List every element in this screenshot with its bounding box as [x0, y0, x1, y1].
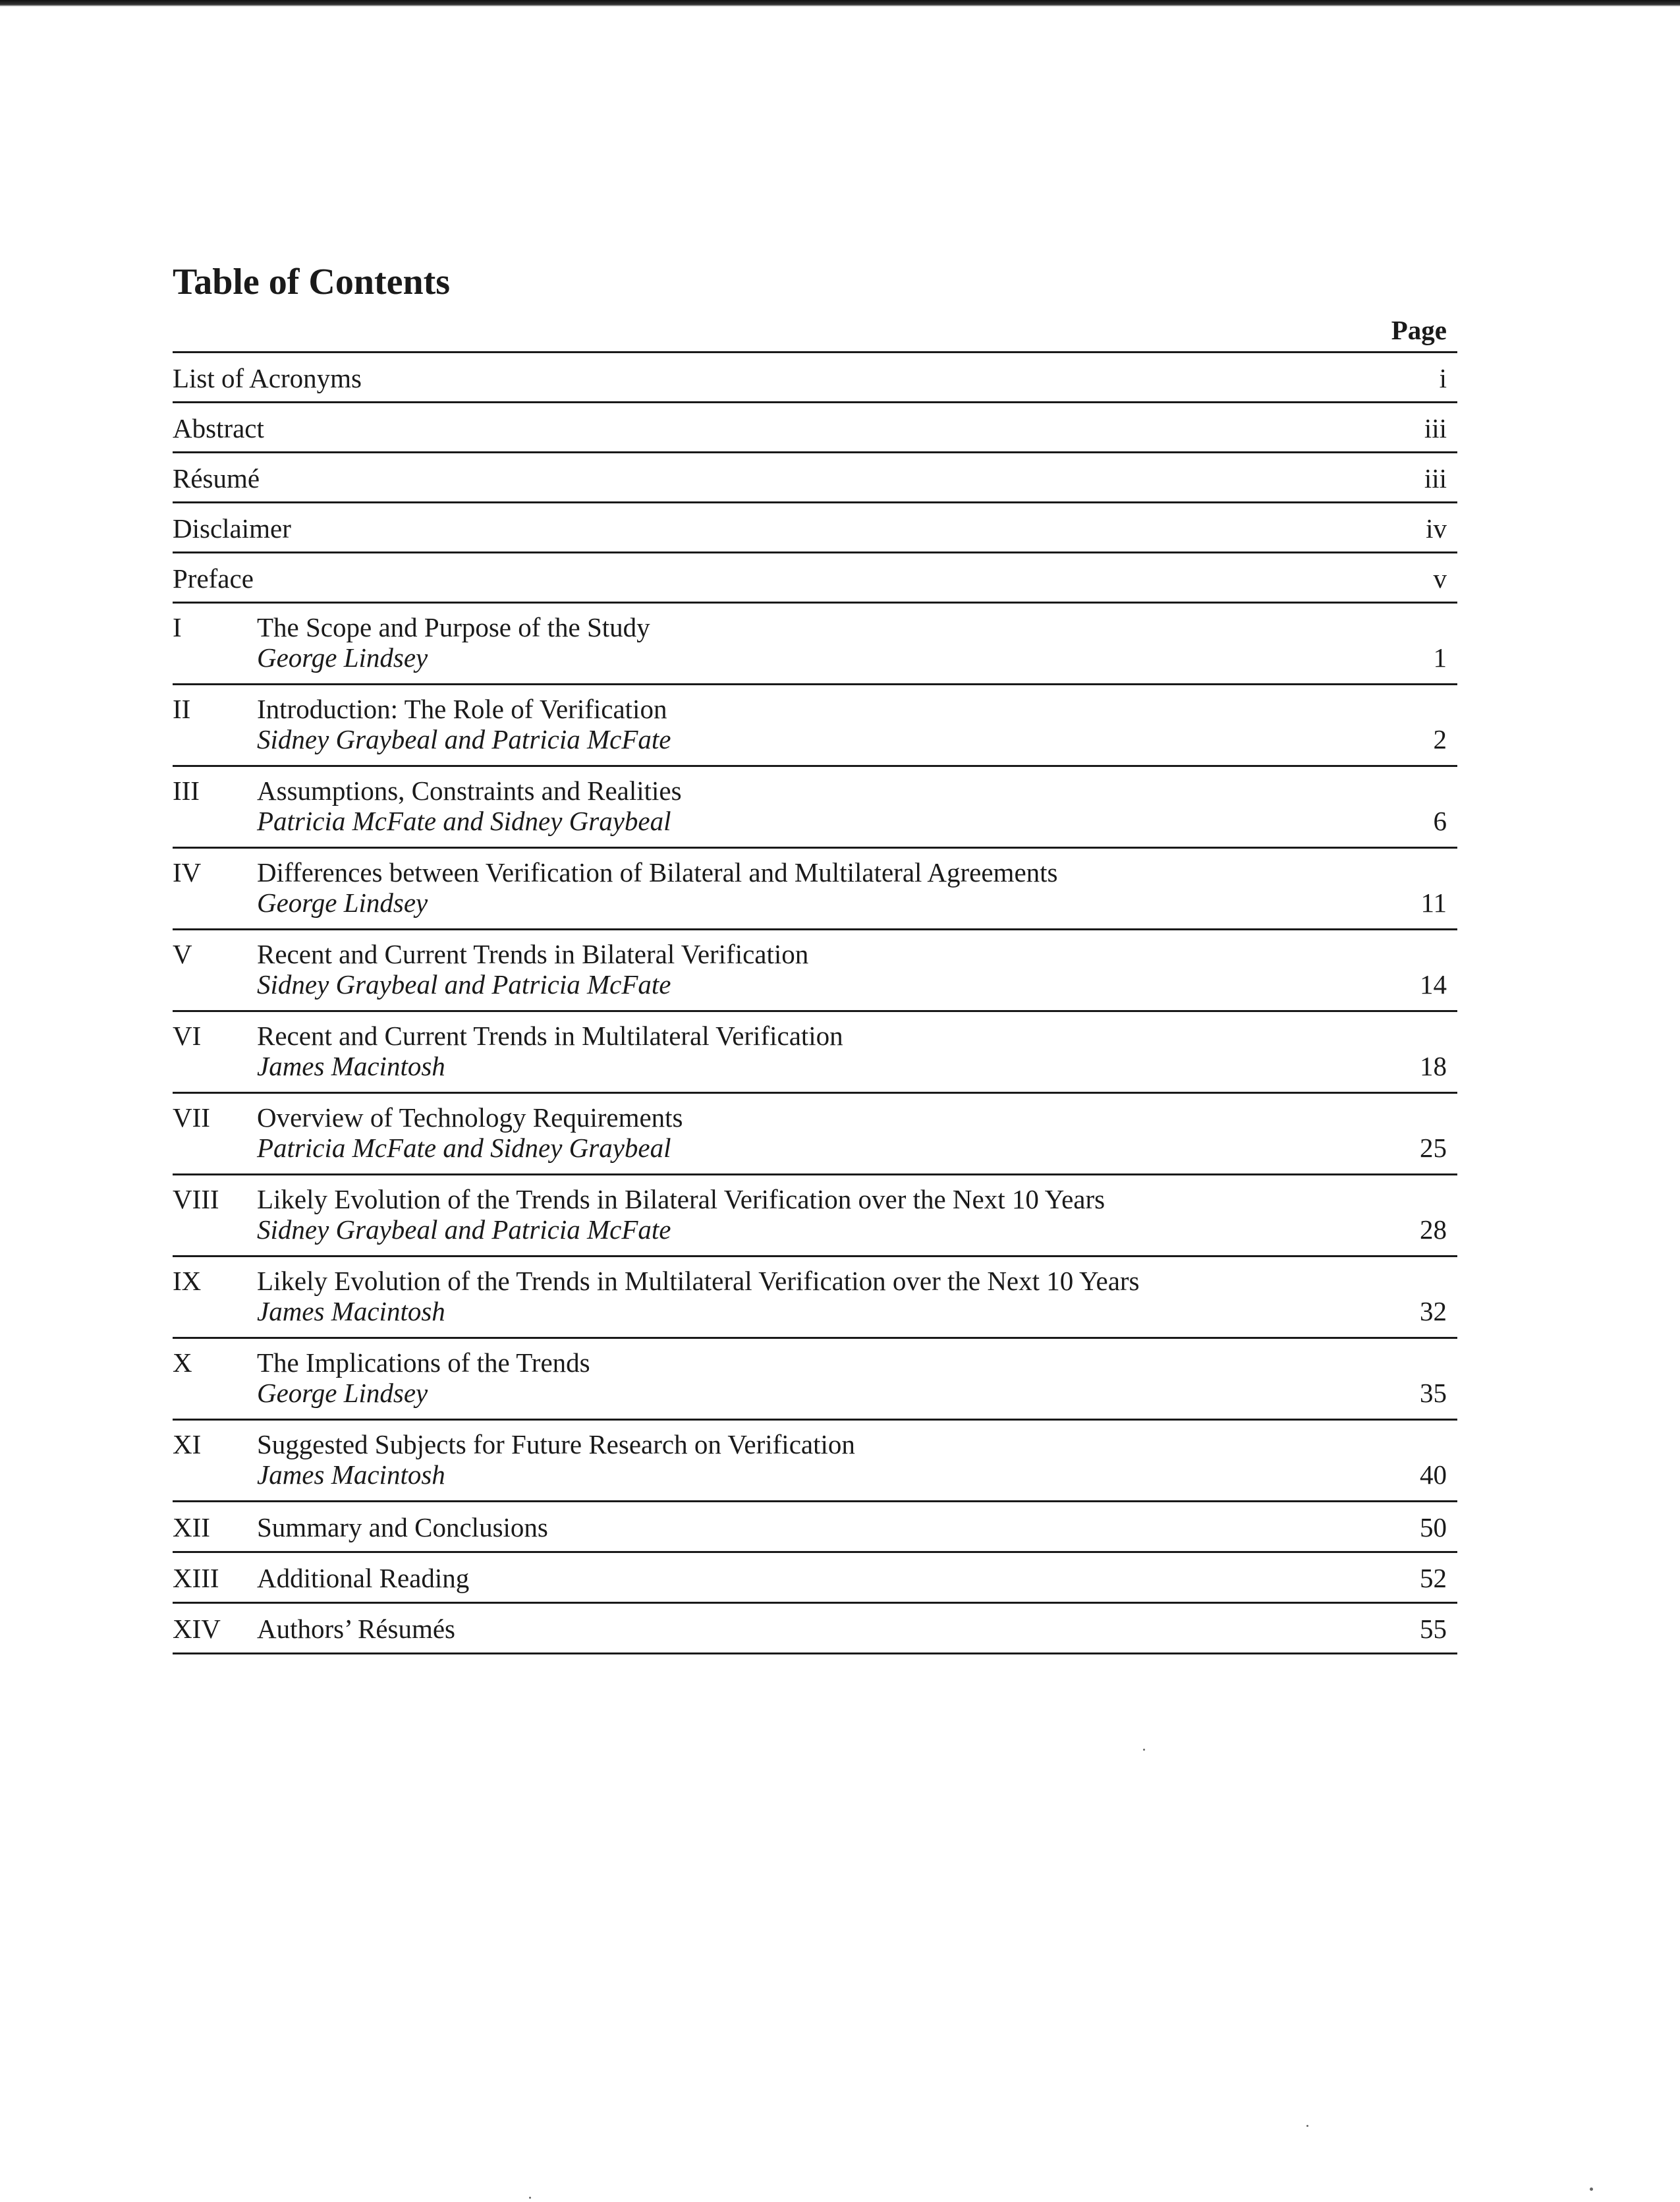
chapter-page: 50 [1420, 1512, 1447, 1542]
chapter-number: XI [173, 1429, 202, 1459]
chapter-number: XIII [173, 1563, 219, 1593]
scan-speck [1306, 2125, 1308, 2127]
chapter-author: Patricia McFate and Sidney Graybeal [257, 806, 671, 836]
chapter-page: 6 [1433, 806, 1447, 836]
chapter-page: 35 [1420, 1378, 1447, 1408]
chapter-author: James Macintosh [257, 1051, 445, 1081]
page-column-label: Page [173, 310, 1457, 353]
chapter-page: 52 [1420, 1563, 1447, 1593]
chapter-title: Introduction: The Role of Verification [257, 694, 667, 724]
chapter-title: Assumptions, Constraints and Realities [257, 776, 682, 806]
entry-title: List of Acronyms [173, 363, 362, 393]
entry-page: v [1433, 563, 1447, 594]
chapter-title: The Scope and Purpose of the Study [257, 612, 650, 642]
toc-chapter-v[interactable] [173, 930, 1457, 1012]
chapter-number: XIV [173, 1614, 221, 1644]
toc-chapter-xi[interactable] [173, 1421, 1457, 1502]
chapter-title: Overview of Technology Requirements [257, 1102, 683, 1133]
chapter-number: VII [173, 1102, 210, 1133]
chapter-author: George Lindsey [257, 642, 428, 673]
chapter-page: 32 [1420, 1296, 1447, 1326]
toc-chapter-ii[interactable] [173, 685, 1457, 767]
chapter-page: 11 [1420, 888, 1447, 918]
chapter-author: James Macintosh [257, 1296, 445, 1326]
entry-title: Preface [173, 563, 254, 594]
scan-speck [529, 2197, 531, 2199]
chapter-number: III [173, 776, 200, 806]
toc-chapter-x[interactable] [173, 1339, 1457, 1421]
toc-chapter-i[interactable] [173, 604, 1457, 685]
chapter-title: Suggested Subjects for Future Research on Verification [257, 1429, 855, 1459]
chapter-number: IV [173, 857, 202, 888]
chapter-author: James Macintosh [257, 1459, 445, 1490]
chapter-author: Sidney Graybeal and Patricia McFate [257, 724, 671, 754]
chapter-number: IX [173, 1266, 202, 1296]
toc-chapter-vii[interactable] [173, 1094, 1457, 1175]
toc-entry-preface[interactable] [173, 553, 1457, 604]
chapter-author: Patricia McFate and Sidney Graybeal [257, 1133, 671, 1163]
chapter-number: X [173, 1347, 192, 1378]
entry-page: iii [1424, 463, 1447, 494]
chapter-title: Additional Reading [257, 1563, 470, 1593]
chapter-list [173, 604, 1457, 1654]
chapter-title: Recent and Current Trends in Bilateral Verification [257, 939, 809, 969]
chapter-number: VIII [173, 1184, 219, 1214]
chapter-page: 40 [1420, 1459, 1447, 1490]
chapter-number: II [173, 694, 191, 724]
toc-chapter-ix[interactable] [173, 1257, 1457, 1339]
chapter-page: 14 [1420, 969, 1447, 1000]
chapter-title: Recent and Current Trends in Multilateral Verification [257, 1021, 843, 1051]
entry-title: Résumé [173, 463, 260, 494]
chapter-title: Likely Evolution of the Trends in Bilateral Verification over the Next 10 Years [257, 1184, 1106, 1214]
entry-page: i [1439, 363, 1447, 393]
toc-chapter-vi[interactable] [173, 1012, 1457, 1094]
toc-chapter-iv[interactable] [173, 849, 1457, 930]
toc-chapter-xiv[interactable] [173, 1604, 1457, 1654]
chapter-number: I [173, 612, 182, 642]
chapter-author: George Lindsey [257, 1378, 428, 1408]
chapter-page: 1 [1433, 642, 1447, 673]
chapter-title: The Implications of the Trends [257, 1347, 590, 1378]
chapter-number: XII [173, 1512, 210, 1542]
page-title: Table of Contents [173, 262, 451, 302]
chapter-title: Differences between Verification of Bilateral and Multilateral Agreements [257, 857, 1058, 888]
toc-chapter-xii[interactable] [173, 1502, 1457, 1553]
toc-chapter-xiii[interactable] [173, 1553, 1457, 1604]
chapter-author: Sidney Graybeal and Patricia McFate [257, 969, 671, 1000]
toc-entry-disclaimer[interactable] [173, 503, 1457, 553]
chapter-page: 55 [1420, 1614, 1447, 1644]
chapter-page: 25 [1420, 1133, 1447, 1163]
scan-top-edge [0, 0, 1680, 7]
table-of-contents [173, 264, 1457, 1654]
scan-speck [1590, 2188, 1593, 2191]
chapter-page: 28 [1420, 1214, 1447, 1245]
front-matter-list [173, 353, 1457, 604]
chapter-title: Summary and Conclusions [257, 1512, 548, 1542]
chapter-number: V [173, 939, 192, 969]
chapter-author: Sidney Graybeal and Patricia McFate [257, 1214, 671, 1245]
chapter-author: George Lindsey [257, 888, 428, 918]
toc-entry-list-of-acronyms[interactable] [173, 353, 1457, 403]
chapter-number: VI [173, 1021, 202, 1051]
chapter-title: Likely Evolution of the Trends in Multilateral Verification over the Next 10 Years [257, 1266, 1140, 1296]
chapter-title: Authors’ Résumés [257, 1614, 456, 1644]
chapter-page: 18 [1420, 1051, 1447, 1081]
entry-page: iv [1426, 513, 1447, 544]
entry-page: iii [1424, 413, 1447, 443]
toc-entry-abstract[interactable] [173, 403, 1457, 453]
scan-speck [1143, 1749, 1145, 1751]
toc-chapter-viii[interactable] [173, 1175, 1457, 1257]
toc-chapter-iii[interactable] [173, 767, 1457, 849]
toc-entry-resume[interactable] [173, 453, 1457, 503]
chapter-page: 2 [1433, 724, 1447, 754]
entry-title: Disclaimer [173, 513, 291, 544]
entry-title: Abstract [173, 413, 264, 443]
